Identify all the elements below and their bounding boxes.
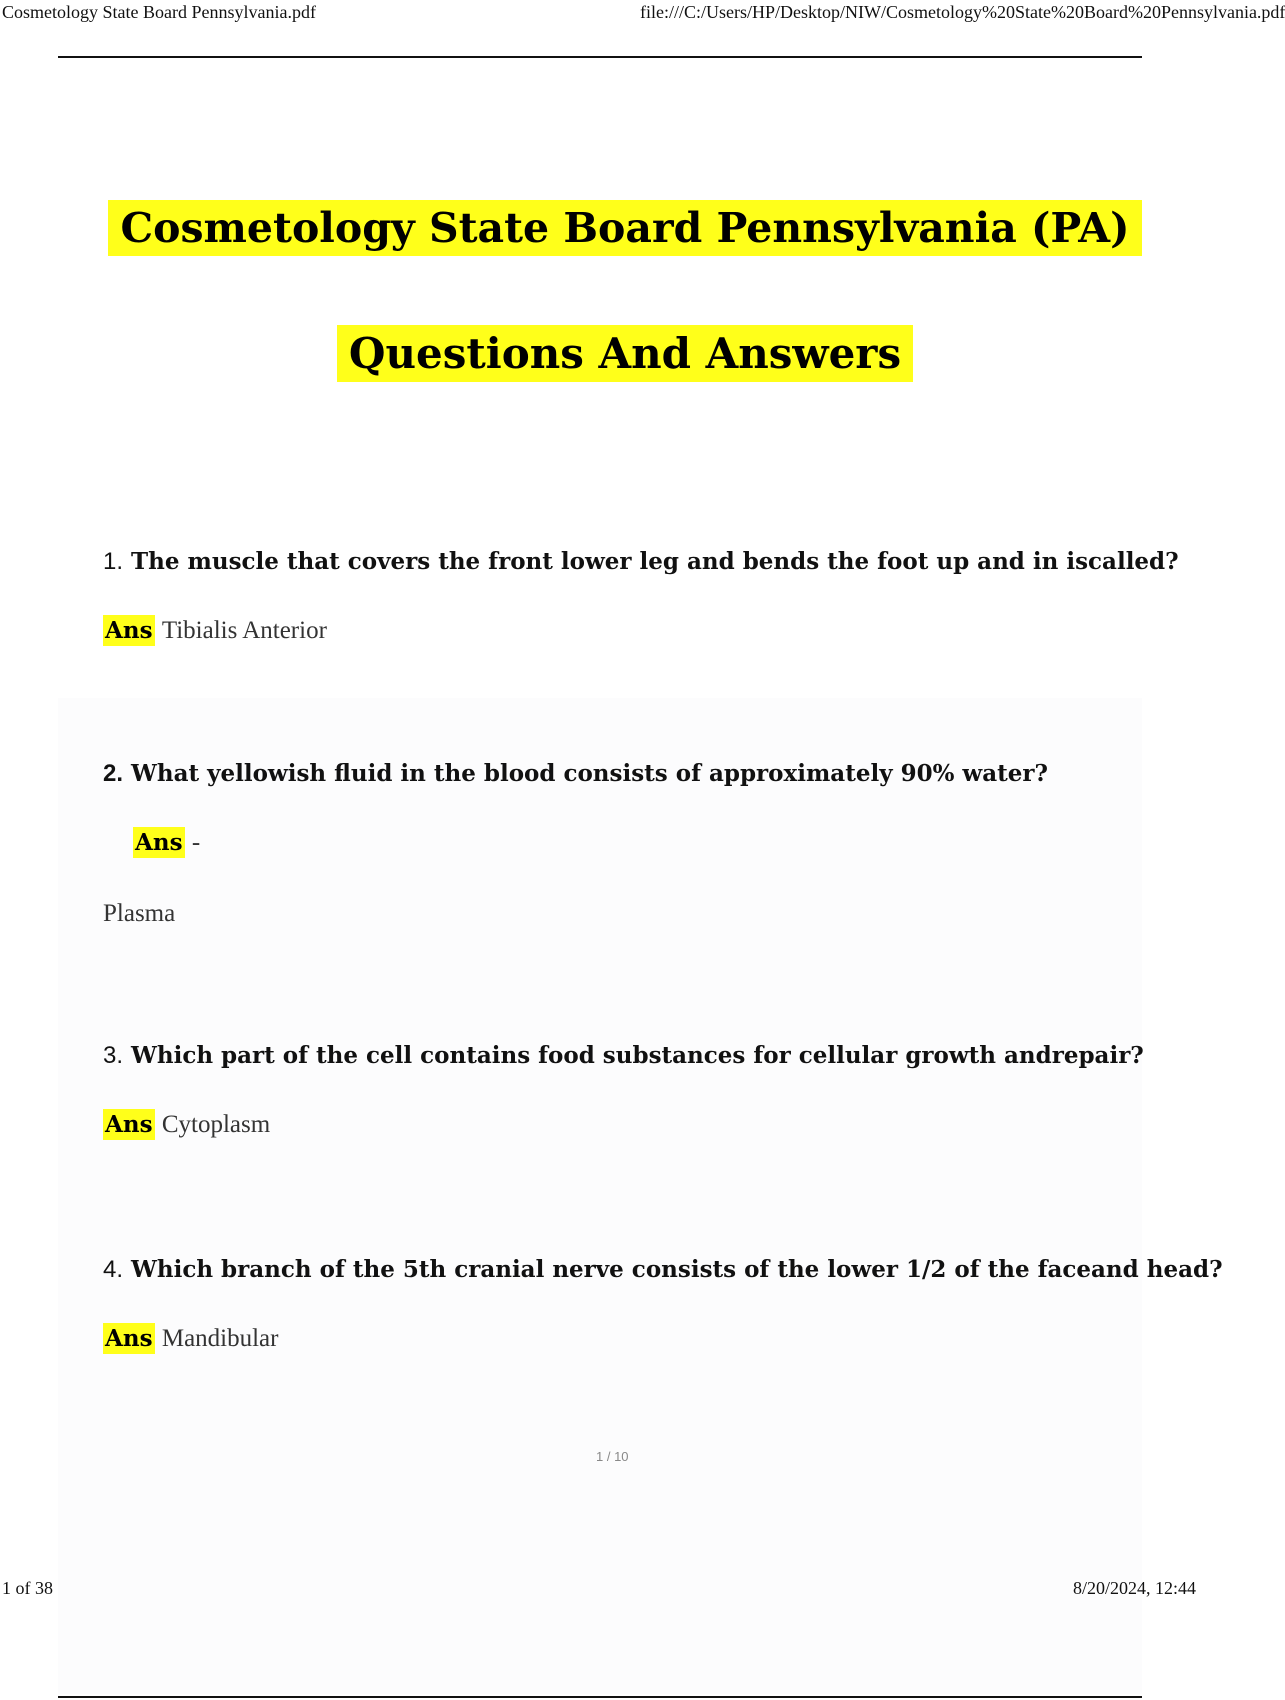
document-title [0,204,1250,252]
print-header-title: Cosmetology State Board Pennsylvania.pdf [2,2,316,22]
print-header-url: file:///C:/Users/HP/Desktop/NIW/Cosmetology%20State%20Board%20Pennsylvania.pdf [640,2,1285,22]
answer-2-label [133,829,200,857]
answer-2-text: Plasma [103,900,176,927]
answer-3 [103,1111,270,1139]
answer-text: Cytoplasm [161,1111,271,1138]
document-subtitle [0,329,1250,378]
ans-label: Ans [105,617,153,644]
question-number: 1. [103,548,124,575]
inner-page-number: 1 / 10 [596,1449,629,1464]
question-number: 4. [103,1256,124,1283]
bottom-divider [58,1696,1142,1698]
question-4 [103,1256,1223,1284]
question-number: 3. [103,1042,124,1069]
question-text: Which branch of the 5th cranial nerve consists of the lower 1/2 of the faceand head? [131,1256,1223,1283]
title-line-1: Cosmetology State Board Pennsylvania (PA) [108,200,1141,256]
print-footer-timestamp: 8/20/2024, 12:44 [1072,1578,1196,1598]
answer-4 [103,1325,278,1353]
title-line-2: Questions And Answers [337,325,913,382]
answer-1 [103,617,327,645]
ans-label: Ans [105,1325,153,1352]
question-2 [103,760,1048,788]
question-text: What yellowish fluid in the blood consists of approximately 90% water? [131,760,1048,787]
question-1 [103,548,1179,576]
print-footer-page-count: 1 of 38 [2,1578,53,1598]
question-text: The muscle that covers the front lower leg and bends the foot up and in iscalled? [131,548,1179,575]
ans-label: Ans [105,1111,153,1138]
answer-text: Mandibular [161,1325,279,1352]
question-text: Which part of the cell contains food substances for cellular growth andrepair? [131,1042,1144,1069]
ans-label: Ans [135,829,183,856]
ans-dash: - [191,829,201,856]
answer-text: Tibialis Anterior [161,617,327,644]
question-number: 2. [103,760,124,787]
question-3 [103,1042,1144,1070]
